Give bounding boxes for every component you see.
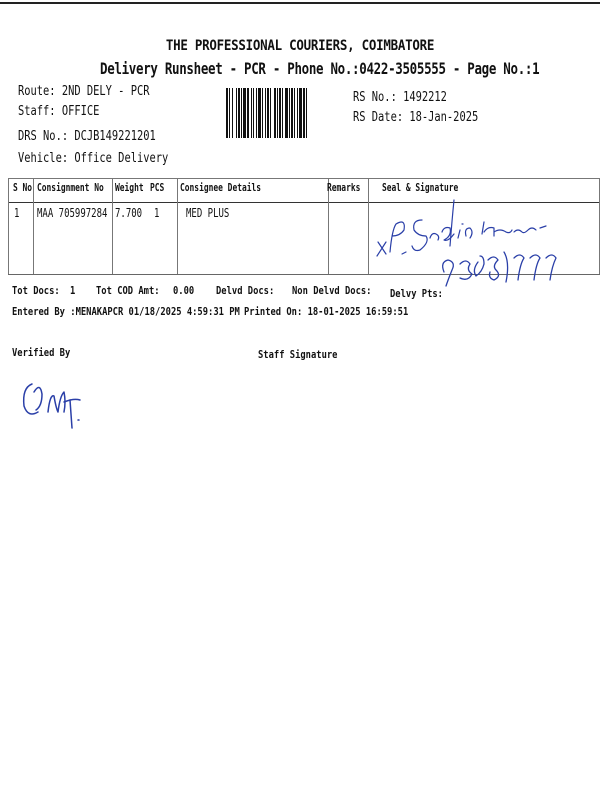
col-header-remarks: Remarks [327, 181, 361, 194]
vehicle-field: Vehicle: Office Delivery [18, 151, 169, 166]
cell-pcs: 1 [154, 206, 160, 220]
col-header-weight: Weight [115, 181, 144, 194]
staff-field: Staff: OFFICE [18, 104, 100, 119]
entered-by: Entered By :MENAKAPCR 01/18/2025 4:59:31 PM [12, 305, 240, 318]
staff-signature-label: Staff Signature [258, 348, 338, 361]
column-divider [112, 178, 113, 274]
column-divider [177, 178, 178, 274]
rs-date-field: RS Date: 18-Jan-2025 [353, 110, 479, 125]
verified-by-label: Verified By [12, 346, 71, 359]
rs-number-field: RS No.: 1492212 [353, 90, 447, 105]
non-delvd-docs-label: Non Delvd Docs: [292, 284, 372, 297]
receiver-signature-handwriting [360, 190, 580, 300]
cell-weight: 7.700 [115, 206, 143, 220]
col-header-seal-signature: Seal & Signature [382, 181, 459, 194]
tot-docs-value: 1 [70, 284, 76, 297]
col-header-pcs: PCS [150, 181, 165, 194]
verifier-signature-handwriting [14, 372, 94, 442]
cell-consignment-no: MAA 705997284 [37, 206, 108, 220]
company-name: THE PROFESSIONAL COURIERS, COIMBATORE [165, 38, 435, 54]
printed-on: Printed On: 18-01-2025 16:59:51 [244, 305, 409, 318]
runsheet-title-text: Delivery Runsheet - PCR - Phone No.:0422-3505555 - Page No.:1 [100, 59, 540, 78]
drs-number-field: DRS No.: DCJB149221201 [18, 129, 156, 144]
route-field: Route: 2ND DELY - PCR [18, 84, 150, 99]
col-header-consignment: Consignment No [37, 181, 104, 194]
table-top-rule [8, 178, 600, 179]
delvy-pts-label: Delvy Pts: [390, 287, 443, 300]
cell-sno: 1 [14, 206, 20, 220]
cell-consignee: MED PLUS [186, 206, 230, 220]
delvd-docs-label: Delvd Docs: [216, 284, 275, 297]
tot-cod-label: Tot COD Amt: [96, 284, 160, 297]
column-divider [33, 178, 34, 274]
barcode [226, 88, 342, 138]
column-divider [8, 178, 9, 274]
col-header-consignee: Consignee Details [180, 181, 262, 194]
top-rule [0, 2, 600, 4]
tot-docs-label: Tot Docs: [12, 284, 60, 297]
tot-cod-value: 0.00 [173, 284, 195, 297]
col-header-sno: S No [13, 181, 33, 194]
